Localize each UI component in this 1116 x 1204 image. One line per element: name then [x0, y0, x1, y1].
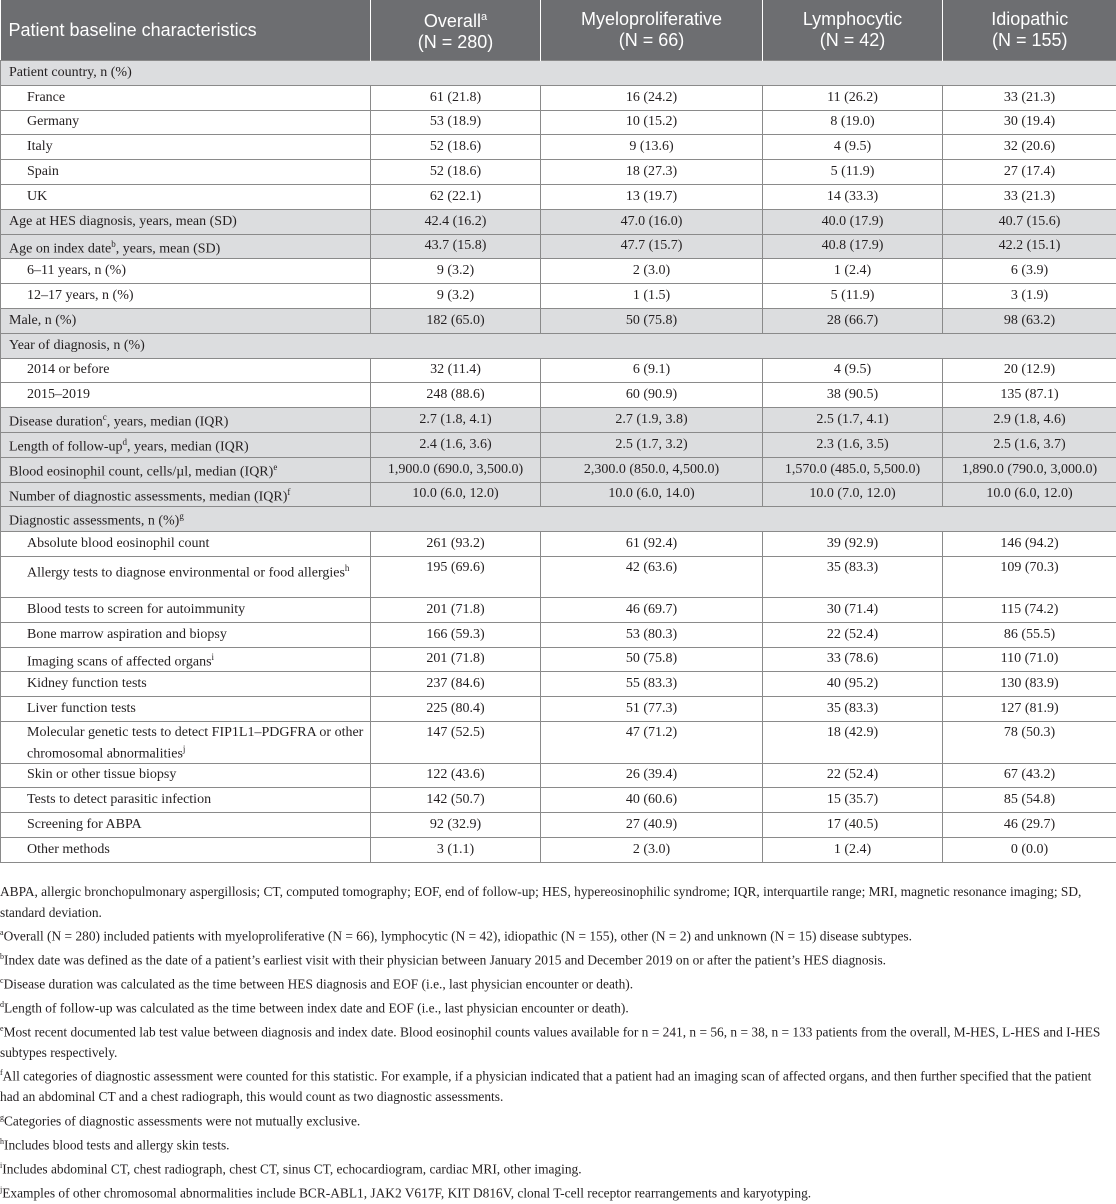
row-label: Length of follow-$up^d$, years, median (IQR): [1, 432, 371, 457]
table-row: [1, 333, 1116, 358]
footnote: $^f$All categories of diagnostic assessment were counted for this statistic. For example, if a physician indicated that a patient had an imaging scan of affected organs, and then further specified that the patient had an abdominal CT and a chest radiograph, this would count as two diagnostic assessments.: [0, 1063, 1112, 1107]
row-label: Male, n (%): [1, 308, 371, 333]
table-footnotes: [0, 882, 1112, 1204]
table-cell: 166 (59.3): [371, 622, 541, 647]
row-label: Patient country, n (%): [1, 61, 1116, 86]
table-row: [1, 110, 1116, 135]
table-cell: 2.9 (1.8, 4.6): [943, 408, 1116, 433]
table-cell: 130 (83.9): [943, 672, 1116, 697]
footnote: $^a$Overall (N = 280) included patients with myeloproliferative (N = 66), lymphocytic (N = 42), idiopathic (N = 155), other (N = 2) and unknown (N = 15) disease subtypes.: [0, 923, 1112, 947]
row-label: 2015–2019: [1, 383, 371, 408]
row-label: Tests to detect parasitic infection: [1, 788, 371, 813]
footnote: $^c$Disease duration was calculated as the time between HES diagnosis and EOF (i.e., last physician encounter or death).: [0, 971, 1112, 995]
table-cell: 146 (94.2): [943, 532, 1116, 557]
footnote: $^b$Index date was defined as the date of a patient’s earliest visit with their physician between January 2015 and December 2019 on or after the patient’s HES diagnosis.: [0, 947, 1112, 971]
table-cell: 18 (27.3): [541, 160, 763, 185]
table-cell: 38 (90.5): [763, 383, 943, 408]
table-cell: 30 (71.4): [763, 597, 943, 622]
table-cell: 9 (3.2): [371, 259, 541, 284]
table-cell: 127 (81.9): [943, 697, 1116, 722]
table-cell: 2 (3.0): [541, 837, 763, 862]
row-label: Blood tests to screen for autoimmunity: [1, 597, 371, 622]
table-cell: 27 (17.4): [943, 160, 1116, 185]
table-row: [1, 284, 1116, 309]
table-cell: 40 (60.6): [541, 788, 763, 813]
table-cell: 2.5 (1.7, 3.2): [541, 432, 763, 457]
table-cell: 28 (66.7): [763, 308, 943, 333]
table-row: [1, 61, 1116, 86]
table-row: [1, 697, 1116, 722]
table-cell: 42.4 (16.2): [371, 209, 541, 234]
table-cell: 5 (11.9): [763, 160, 943, 185]
table-row: [1, 763, 1116, 788]
table-cell: 5 (11.9): [763, 284, 943, 309]
table-row: [1, 209, 1116, 234]
table-cell: 225 (80.4): [371, 697, 541, 722]
row-label: Diagnostic assessments, n (%)$^g$: [1, 507, 1116, 532]
table-cell: 17 (40.5): [763, 813, 943, 838]
table-row: [1, 408, 1116, 433]
table-cell: 201 (71.8): [371, 597, 541, 622]
table-cell: 16 (24.2): [541, 85, 763, 110]
table-row: [1, 788, 1116, 813]
table-cell: 10.0 (6.0, 12.0): [943, 482, 1116, 507]
table-cell: 33 (21.3): [943, 184, 1116, 209]
table-cell: 109 (70.3): [943, 556, 1116, 597]
table-cell: 52 (18.6): [371, 135, 541, 160]
table-cell: 147 (52.5): [371, 721, 541, 763]
table-cell: 3 (1.1): [371, 837, 541, 862]
table-cell: 248 (88.6): [371, 383, 541, 408]
table-row: [1, 234, 1116, 259]
table-cell: 92 (32.9): [371, 813, 541, 838]
table-cell: 22 (52.4): [763, 622, 943, 647]
table-cell: 10 (15.2): [541, 110, 763, 135]
table-cell: 13 (19.7): [541, 184, 763, 209]
table-cell: 40 (95.2): [763, 672, 943, 697]
table-cell: 122 (43.6): [371, 763, 541, 788]
table-row: [1, 813, 1116, 838]
table-cell: 9 (3.2): [371, 284, 541, 309]
row-label: Molecular genetic tests to detect FIP1L1–PDGFRA or other chromosomal abnormalities$^j$: [1, 721, 371, 763]
table-cell: 1,570.0 (485.0, 5,500.0): [763, 457, 943, 482]
table-cell: 3 (1.9): [943, 284, 1116, 309]
table-cell: 10.0 (6.0, 12.0): [371, 482, 541, 507]
table-cell: 135 (87.1): [943, 383, 1116, 408]
table-cell: 4 (9.5): [763, 135, 943, 160]
row-label: Skin or other tissue biopsy: [1, 763, 371, 788]
table-cell: 4 (9.5): [763, 358, 943, 383]
table-cell: 47.7 (15.7): [541, 234, 763, 259]
row-label: Imaging scans of affected organs$^i$: [1, 647, 371, 672]
row-label: Blood eosinophil count, cells/µl, median (IQR)$^e$: [1, 457, 371, 482]
table-row: [1, 556, 1116, 597]
row-label: Age at HES diagnosis, years, mean (SD): [1, 209, 371, 234]
table-cell: 2,300.0 (850.0, 4,500.0): [541, 457, 763, 482]
table-cell: 261 (93.2): [371, 532, 541, 557]
row-label: Kidney function tests: [1, 672, 371, 697]
table-cell: 33 (21.3): [943, 85, 1116, 110]
table-cell: 35 (83.3): [763, 697, 943, 722]
row-label: 12–17 years, n (%): [1, 284, 371, 309]
table-row: [1, 308, 1116, 333]
table-row: [1, 383, 1116, 408]
table-cell: 40.7 (15.6): [943, 209, 1116, 234]
row-label: Year of diagnosis, n (%): [1, 333, 1116, 358]
table-cell: 98 (63.2): [943, 308, 1116, 333]
table-cell: 237 (84.6): [371, 672, 541, 697]
table-cell: 1 (2.4): [763, 837, 943, 862]
table-row: [1, 135, 1116, 160]
table-cell: 6 (3.9): [943, 259, 1116, 284]
table-cell: 2.4 (1.6, 3.6): [371, 432, 541, 457]
table-row: [1, 259, 1116, 284]
table-cell: 85 (54.8): [943, 788, 1116, 813]
footnote: $^j$Examples of other chromosomal abnormalities include BCR-ABL1, JAK2 V617F, KIT D816V, clonal T-cell receptor rearrangements and karyotyping.: [0, 1180, 1112, 1204]
table-row: [1, 160, 1116, 185]
header-overall: Overall$^a$ (N = 280): [371, 0, 541, 61]
table-cell: 50 (75.8): [541, 308, 763, 333]
table-cell: 35 (83.3): [763, 556, 943, 597]
row-label: Absolute blood eosinophil count: [1, 532, 371, 557]
table-row: [1, 507, 1116, 532]
table-row: [1, 85, 1116, 110]
row-label: Other methods: [1, 837, 371, 862]
table-cell: 30 (19.4): [943, 110, 1116, 135]
footnote: $^e$Most recent documented lab test value between diagnosis and index date. Blood eosinophil counts values available for n = 241, n = 56, n = 38, n = 133 patients from the overall, M-HES, L-HES and I-HES subtypes respectively.: [0, 1019, 1112, 1063]
table-cell: 53 (80.3): [541, 622, 763, 647]
table-header-row: [1, 0, 1116, 61]
table-row: [1, 432, 1116, 457]
table-row: [1, 721, 1116, 763]
table-cell: 110 (71.0): [943, 647, 1116, 672]
footnote: $^d$Length of follow-up was calculated as the time between index date and EOF (i.e., last physician encounter or death).: [0, 995, 1112, 1019]
row-label: 2014 or before: [1, 358, 371, 383]
table-cell: 78 (50.3): [943, 721, 1116, 763]
row-label: Screening for ABPA: [1, 813, 371, 838]
table-cell: 10.0 (6.0, 14.0): [541, 482, 763, 507]
row-label: Spain: [1, 160, 371, 185]
table-cell: 201 (71.8): [371, 647, 541, 672]
table-row: [1, 184, 1116, 209]
table-cell: 1,900.0 (690.0, 3,500.0): [371, 457, 541, 482]
header-lymphocytic: Lymphocytic (N = 42): [763, 0, 943, 61]
footnote: $^g$Categories of diagnostic assessments were not mutually exclusive.: [0, 1108, 1112, 1132]
table-cell: 43.7 (15.8): [371, 234, 541, 259]
table-cell: 18 (42.9): [763, 721, 943, 763]
table-cell: 2.7 (1.9, 3.8): [541, 408, 763, 433]
row-label: Allergy tests to diagnose environmental or food allergies$^h$: [1, 556, 371, 597]
table-cell: 2.7 (1.8, 4.1): [371, 408, 541, 433]
table-row: [1, 597, 1116, 622]
table-cell: 39 (92.9): [763, 532, 943, 557]
header-characteristics: Patient baseline characteristics: [1, 0, 371, 61]
table-cell: 46 (69.7): [541, 597, 763, 622]
table-cell: 0 (0.0): [943, 837, 1116, 862]
row-label: Age on index date$^b$, years, mean (SD): [1, 234, 371, 259]
table-cell: 67 (43.2): [943, 763, 1116, 788]
table-row: [1, 672, 1116, 697]
table-cell: 15 (35.7): [763, 788, 943, 813]
row-label: Liver function tests: [1, 697, 371, 722]
table-cell: 10.0 (7.0, 12.0): [763, 482, 943, 507]
table-cell: 86 (55.5): [943, 622, 1116, 647]
table-cell: 1 (1.5): [541, 284, 763, 309]
table-cell: 9 (13.6): [541, 135, 763, 160]
table-cell: 1 (2.4): [763, 259, 943, 284]
table-cell: 32 (20.6): [943, 135, 1116, 160]
table-cell: 55 (83.3): [541, 672, 763, 697]
table-row: [1, 482, 1116, 507]
table-row: [1, 622, 1116, 647]
table-cell: 62 (22.1): [371, 184, 541, 209]
table-cell: 50 (75.8): [541, 647, 763, 672]
table-cell: 42 (63.6): [541, 556, 763, 597]
table-row: [1, 837, 1116, 862]
header-myeloproliferative: Myeloproliferative (N = 66): [541, 0, 763, 61]
table-cell: 115 (74.2): [943, 597, 1116, 622]
table-cell: 195 (69.6): [371, 556, 541, 597]
table-cell: 47.0 (16.0): [541, 209, 763, 234]
table-cell: 14 (33.3): [763, 184, 943, 209]
row-label: Disease duration$^c$, years, median (IQR): [1, 408, 371, 433]
row-label: 6–11 years, n (%): [1, 259, 371, 284]
table-cell: 8 (19.0): [763, 110, 943, 135]
table-cell: 27 (40.9): [541, 813, 763, 838]
row-label: UK: [1, 184, 371, 209]
table-cell: 22 (52.4): [763, 763, 943, 788]
table-cell: 51 (77.3): [541, 697, 763, 722]
table-row: [1, 358, 1116, 383]
table-cell: 142 (50.7): [371, 788, 541, 813]
row-label: Number of diagnostic assessments, median (IQR)$^f$: [1, 482, 371, 507]
table-cell: 1,890.0 (790.0, 3,000.0): [943, 457, 1116, 482]
table-cell: 182 (65.0): [371, 308, 541, 333]
table-cell: 6 (9.1): [541, 358, 763, 383]
table-cell: 53 (18.9): [371, 110, 541, 135]
table-cell: 20 (12.9): [943, 358, 1116, 383]
header-idiopathic: Idiopathic (N = 155): [943, 0, 1116, 61]
row-label: Italy: [1, 135, 371, 160]
table-row: [1, 457, 1116, 482]
table-cell: 40.8 (17.9): [763, 234, 943, 259]
footnote: $^i$Includes abdominal CT, chest radiograph, chest CT, sinus CT, echocardiogram, cardiac MRI, other imaging.: [0, 1156, 1112, 1180]
table-cell: 40.0 (17.9): [763, 209, 943, 234]
table-body: [1, 61, 1116, 863]
table-cell: 11 (26.2): [763, 85, 943, 110]
row-label: Bone marrow aspiration and biopsy: [1, 622, 371, 647]
table-cell: 2 (3.0): [541, 259, 763, 284]
table-cell: 61 (92.4): [541, 532, 763, 557]
table-cell: 46 (29.7): [943, 813, 1116, 838]
table-cell: 2.5 (1.6, 3.7): [943, 432, 1116, 457]
table-cell: 47 (71.2): [541, 721, 763, 763]
table-cell: 26 (39.4): [541, 763, 763, 788]
footnote: $^h$Includes blood tests and allergy skin tests.: [0, 1132, 1112, 1156]
table-cell: 33 (78.6): [763, 647, 943, 672]
table-cell: 2.3 (1.6, 3.5): [763, 432, 943, 457]
footnote: ABPA, allergic bronchopulmonary aspergillosis; CT, computed tomography; EOF, end of follow-up; HES, hypereosinophilic syndrome; IQR, interquartile range; MRI, magnetic resonance imaging; SD, standard deviation.: [0, 882, 1112, 923]
table-cell: 60 (90.9): [541, 383, 763, 408]
table-row: [1, 532, 1116, 557]
table-row: [1, 647, 1116, 672]
row-label: Germany: [1, 110, 371, 135]
table-cell: 52 (18.6): [371, 160, 541, 185]
row-label: France: [1, 85, 371, 110]
table-cell: 2.5 (1.7, 4.1): [763, 408, 943, 433]
table-cell: 32 (11.4): [371, 358, 541, 383]
table-cell: 42.2 (15.1): [943, 234, 1116, 259]
table-cell: 61 (21.8): [371, 85, 541, 110]
